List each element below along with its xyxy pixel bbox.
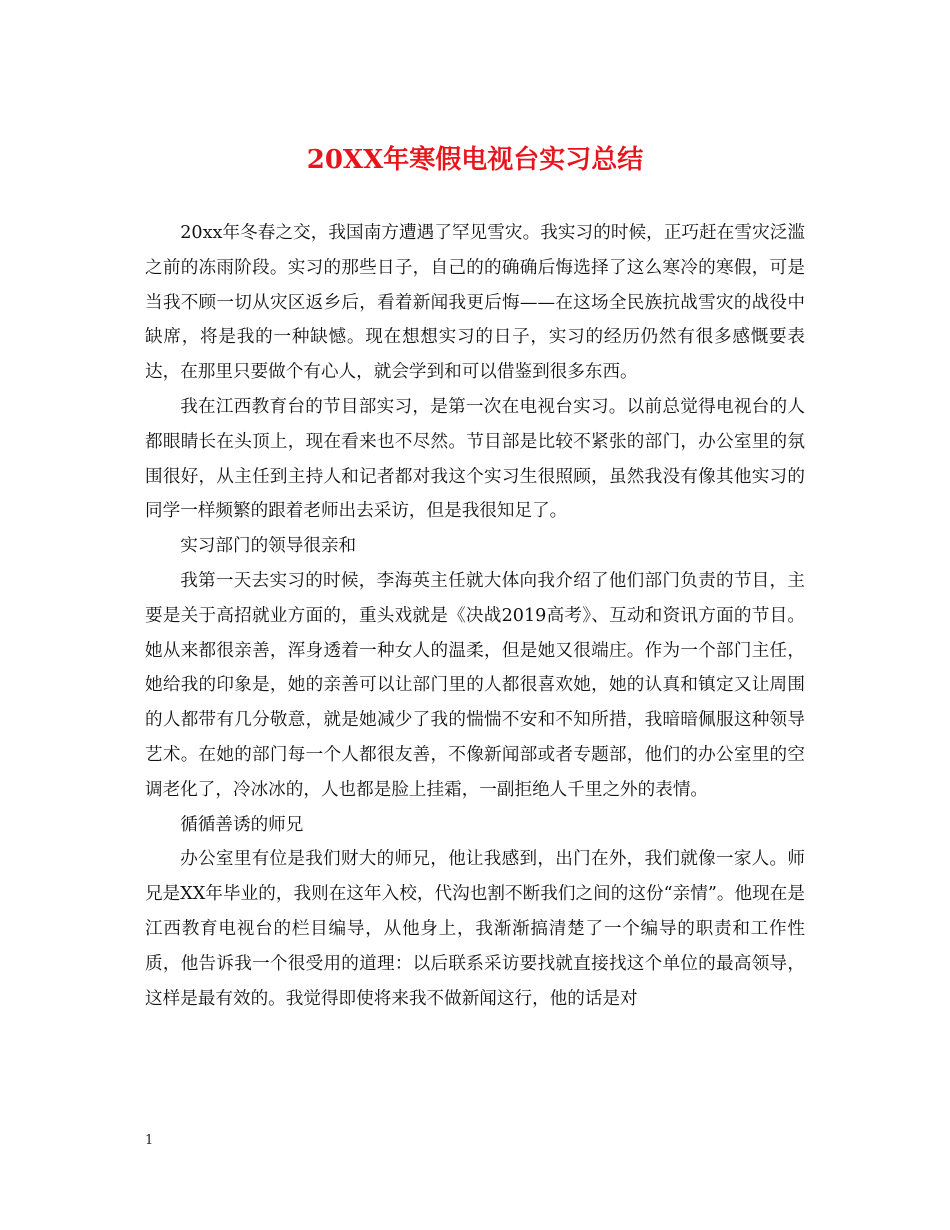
section-heading: 循循善诱的师兄 (180, 814, 304, 835)
document-body (145, 216, 805, 1016)
paragraph: 20xx年冬春之交，我国南方遭遇了罕见雪灾。我实习的时候，正巧赶在雪灾泛滥之前的冻雨阶段。实习的那些日子，自己的的确确后悔选择了这么寒冷的寒假，可是当我不顾一切从灾区返乡后，看着新闻我更后悔——在这场全民族抗战雪灾的战役中缺席，将是我的一种缺憾。现在想想实习的日子，实习的经历仍然有很多感慨要表达，在那里只要做个有心人，就会学到和可以借鉴到很多东西。 (145, 223, 805, 383)
paragraph: 我第一天去实习的时候，李海英主任就大体向我介绍了他们部门负责的节目，主要是关于高招就业方面的，重头戏就是《决战2019高考》、互动和资讯方面的节目。她从来都很亲善，浑身透着一种女人的温柔，但是她又很端庄。作为一个部门主任，她给我的印象是，她的亲善可以让部门里的人都很喜欢她，她的认真和镇定又让周围的人都带有几分敬意，就是她减少了我的惴惴不安和不知所措，我暗暗佩服这种领导艺术。在她的部门每一个人都很友善，不像新闻部或者专题部，他们的办公室里的空调老化了，冷冰冰的，人也都是脸上挂霜，一副拒绝人千里之外的表情。 (145, 570, 805, 800)
paragraph: 我在江西教育台的节目部实习，是第一次在电视台实习。以前总觉得电视台的人都眼睛长在头顶上，现在看来也不尽然。节目部是比较不紧张的部门，办公室里的氛围很好，从主任到主持人和记者都对我这个实习生很照顾，虽然我没有像其他实习的同学一样频繁的跟着老师出去采访，但是我很知足了。 (145, 396, 805, 522)
document-title: 20XX年寒假电视台实习总结 (306, 145, 644, 175)
section-heading: 实习部门的领导很亲和 (180, 536, 357, 557)
page-number: 1 (145, 1133, 154, 1148)
paragraph: 办公室里有位是我们财大的师兄，他让我感到，出门在外，我们就像一家人。师兄是XX年毕业的，我则在这年入校，代沟也割不断我们之间的这份“亲情”。他现在是江西教育电视台的栏目编导，从他身上，我渐渐搞清楚了一个编导的职责和工作性质，他告诉我一个很受用的道理：以后联系采访要找就直接找这个单位的最高领导，这样是最有效的。我觉得即使将来我不做新闻这行，他的话是对 (145, 849, 805, 1009)
